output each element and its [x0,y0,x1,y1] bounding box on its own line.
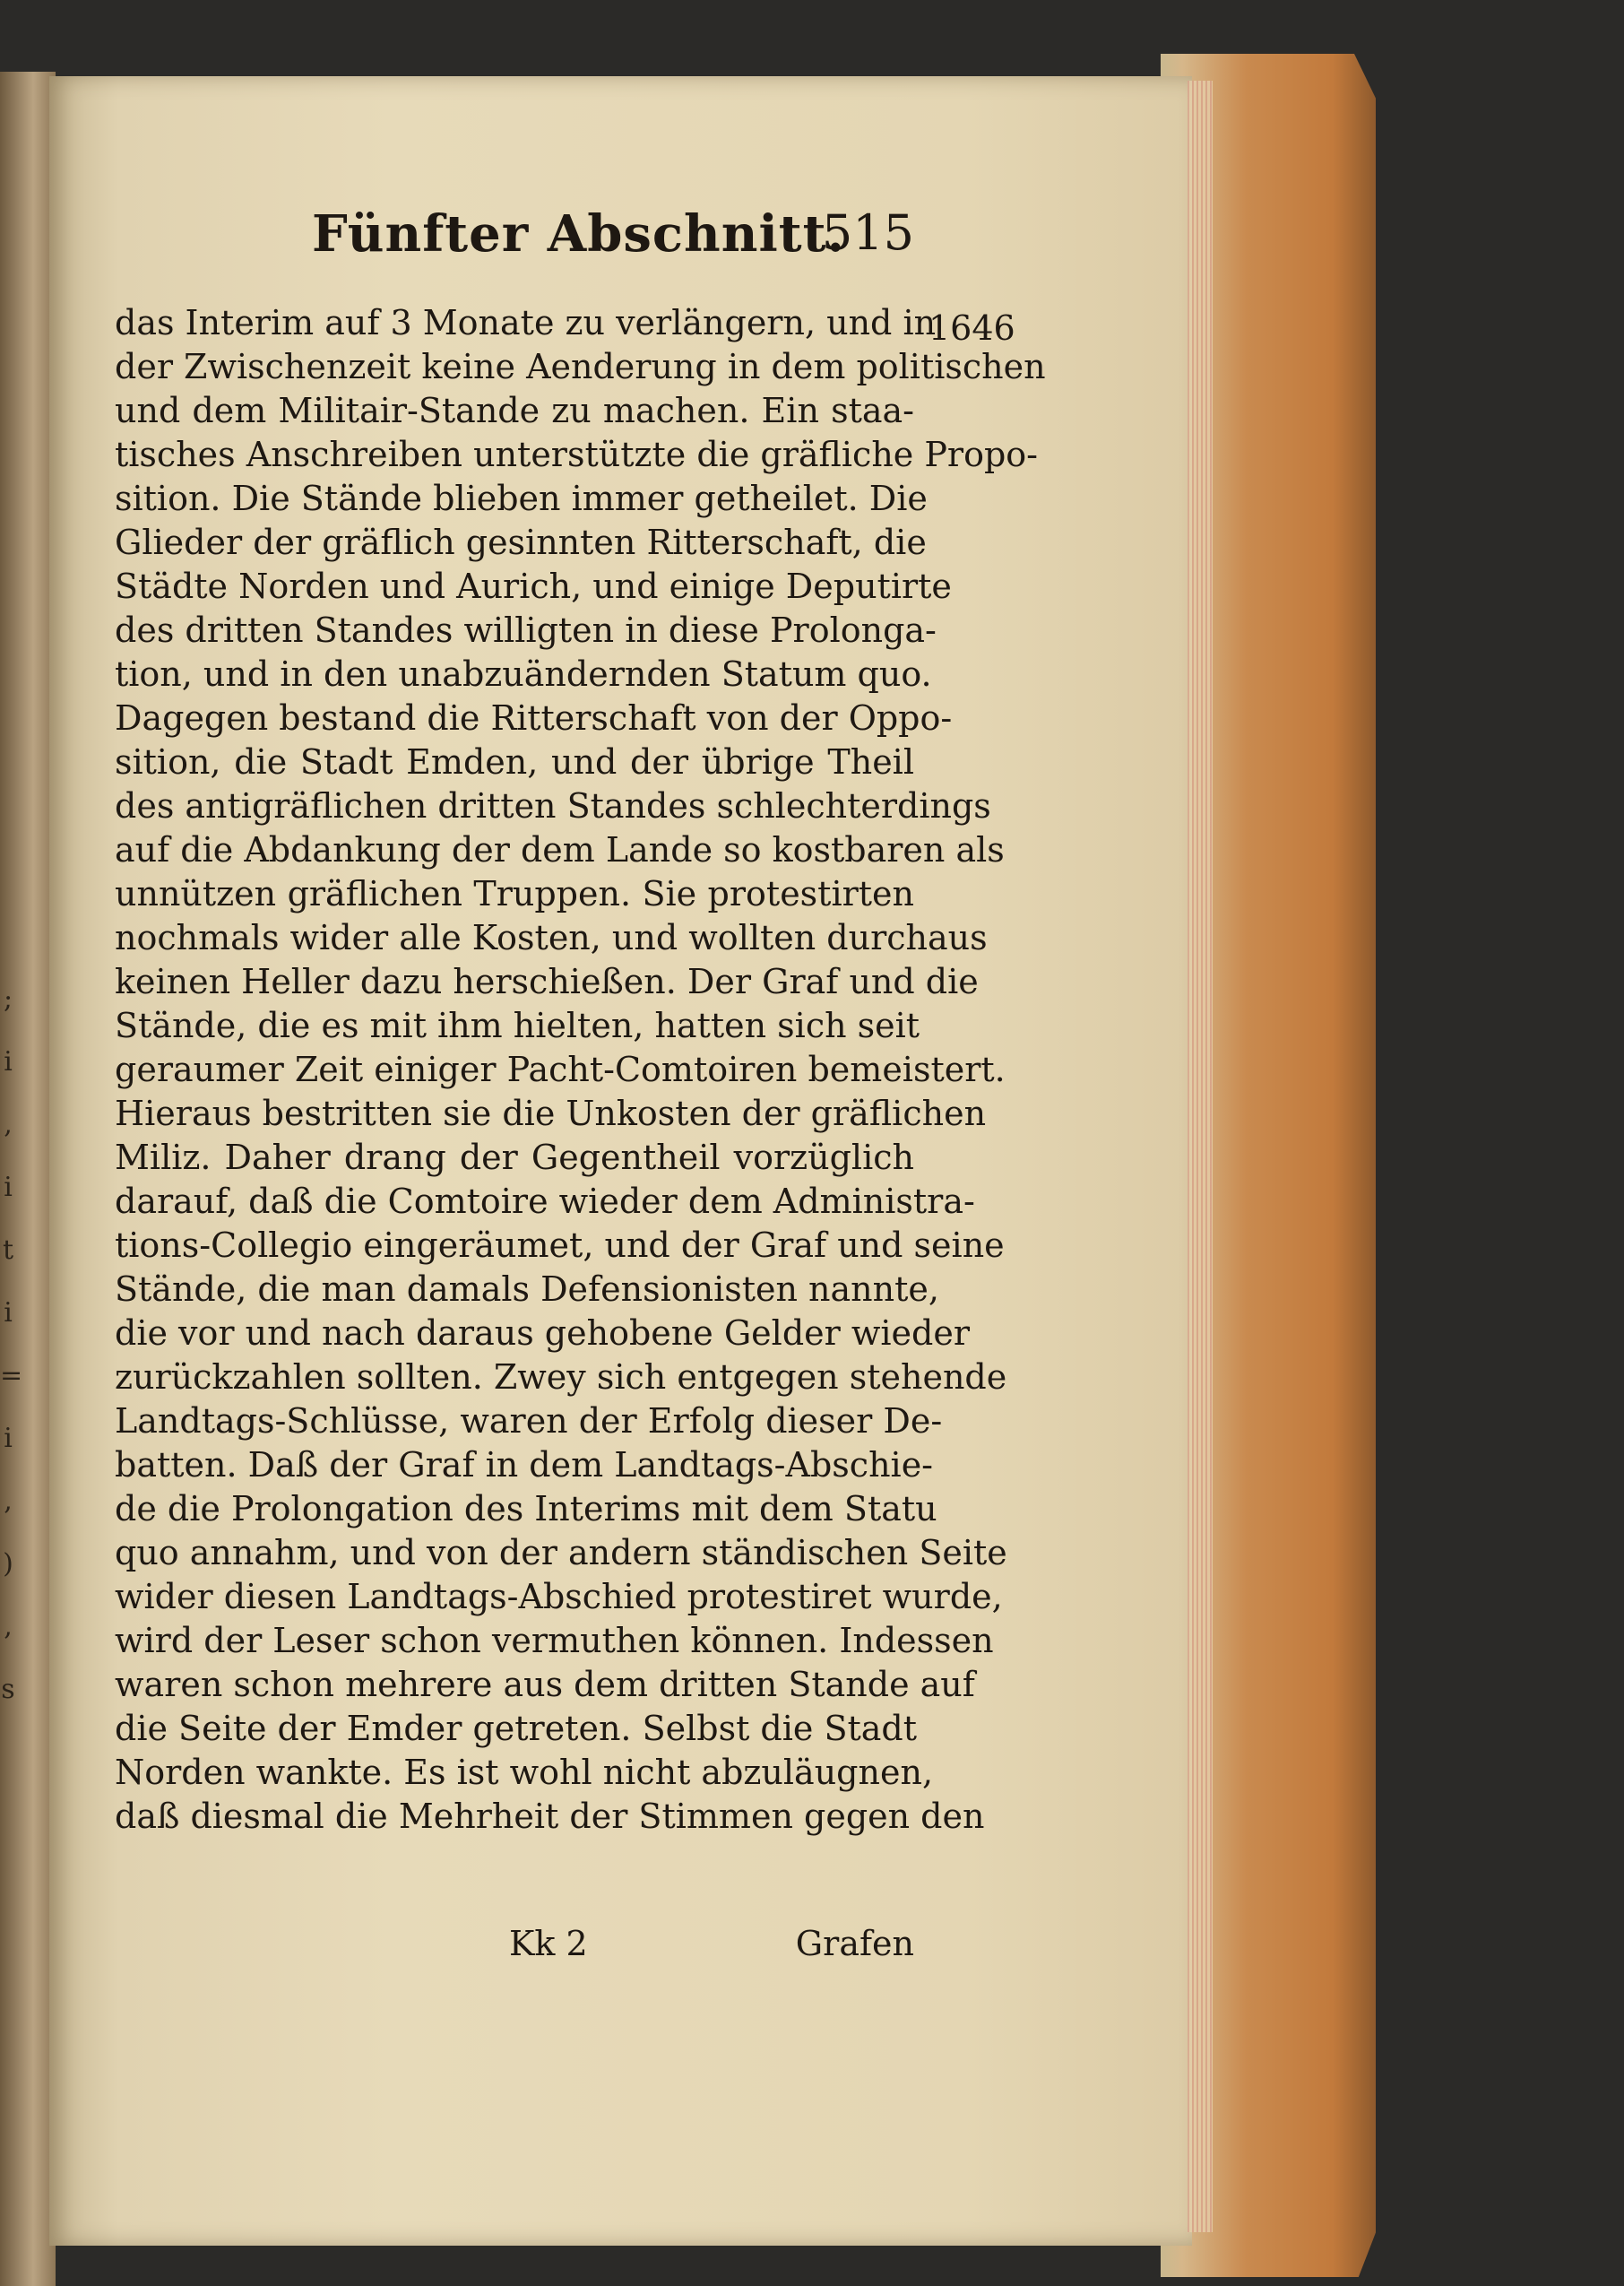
text-line: keinen Heller dazu herschießen. Der Graf und die [115,962,979,1001]
text-line: Städte Norden und Aurich, und einige Deputirte [115,567,952,606]
text-line: tion, und in den unabzuändernden Statum quo. [115,654,932,694]
text-line: geraumer Zeit einiger Pacht-Comtoiren bemeistert. [115,1050,1006,1089]
text-line: Hieraus bestritten sie die Unkosten der gräflichen [115,1094,987,1133]
facing-page-mark: ; [3,983,13,1015]
facing-page-mark: i [4,1172,13,1203]
facing-page-mark: ) [3,1548,13,1580]
text-line: de die Prolongation des Interims mit dem Statu [115,1489,937,1528]
page-number: 515 [821,204,914,261]
catchword: Grafen [795,1924,914,1963]
text-line: waren schon mehrere aus dem dritten Stande auf [115,1665,975,1704]
text-line: wider diesen Landtags-Abschied protestiret wurde, [115,1577,1003,1616]
text-line: Stände, die man damals Defensionisten nannte, [115,1269,939,1309]
text-line: der Zwischenzeit keine Aenderung in dem politischen [115,347,1046,386]
text-line: des dritten Standes willigten in diese Prolonga- [115,610,937,650]
text-line: Landtags-Schlüsse, waren der Erfolg dieser De- [115,1401,943,1441]
margin-year-note: 1646 [929,308,1015,348]
facing-page-mark: i [4,1297,13,1329]
text-line: die Seite der Emder getreten. Selbst die Stadt [115,1709,918,1748]
facing-page-mark: , [4,1109,13,1140]
text-line: tisches Anschreiben unterstützte die gräfliche Propo- [115,435,1039,474]
text-line: zurückzahlen sollten. Zwey sich entgegen stehende [115,1357,1007,1397]
facing-page-mark: , [4,1611,13,1642]
text-line: quo annahm, und von der andern ständischen Seite [115,1533,1007,1572]
page-header [312,204,914,267]
text-line: auf die Abdankung der dem Lande so kostbaren als [115,830,1005,870]
text-line: unnützen gräflichen Truppen. Sie protestirten [115,874,914,914]
page-edge-lines [1188,81,1213,2232]
text-line: Norden wankte. Es ist wohl nicht abzuläugnen, [115,1753,934,1792]
text-line: Dagegen bestand die Ritterschaft von der Oppo- [115,698,953,738]
text-line: daß diesmal die Mehrheit der Stimmen gegen den [115,1797,985,1836]
facing-page-mark: s [1,1674,15,1705]
text-line: Stände, die es mit ihm hielten, hatten sich seit [115,1006,920,1045]
signature-mark: Kk 2 [509,1924,588,1963]
text-line: das Interim auf 3 Monate zu verlängern, und in [115,303,937,342]
text-line: darauf, daß die Comtoire wieder dem Administra- [115,1182,975,1221]
text-line: Glieder der gräflich gesinnten Ritterschaft, die [115,523,927,562]
facing-page-mark: t [2,1234,14,1266]
facing-page-mark: i [4,1046,13,1078]
text-line: die vor und nach daraus gehobene Gelder wieder [115,1313,971,1353]
text-line: batten. Daß der Graf in dem Landtags-Abschie- [115,1445,934,1485]
running-title: Fünfter Abschnitt. [312,204,845,264]
text-line: und dem Militair-Stande zu machen. Ein staa- [115,391,914,430]
text-line: des antigräflichen dritten Standes schlechterdings [115,786,991,826]
text-line: sition. Die Stände blieben immer getheilet. Die [115,479,928,518]
facing-page-mark: , [4,1485,13,1517]
text-line: nochmals wider alle Kosten, und wollten durchaus [115,918,988,957]
text-line: wird der Leser schon vermuthen können. Indessen [115,1621,994,1660]
text-line: tions-Collegio eingeräumet, und der Graf und seine [115,1225,1005,1265]
text-line: sition, die Stadt Emden, und der übrige Theil [115,742,914,782]
facing-page-edge [0,72,56,2286]
facing-page-marks [0,968,23,1954]
text-line: Miliz. Daher drang der Gegentheil vorzüglich [115,1138,914,1177]
page-footer [115,1924,914,1969]
facing-page-mark: i [4,1423,13,1454]
facing-page-mark: = [0,1360,23,1391]
